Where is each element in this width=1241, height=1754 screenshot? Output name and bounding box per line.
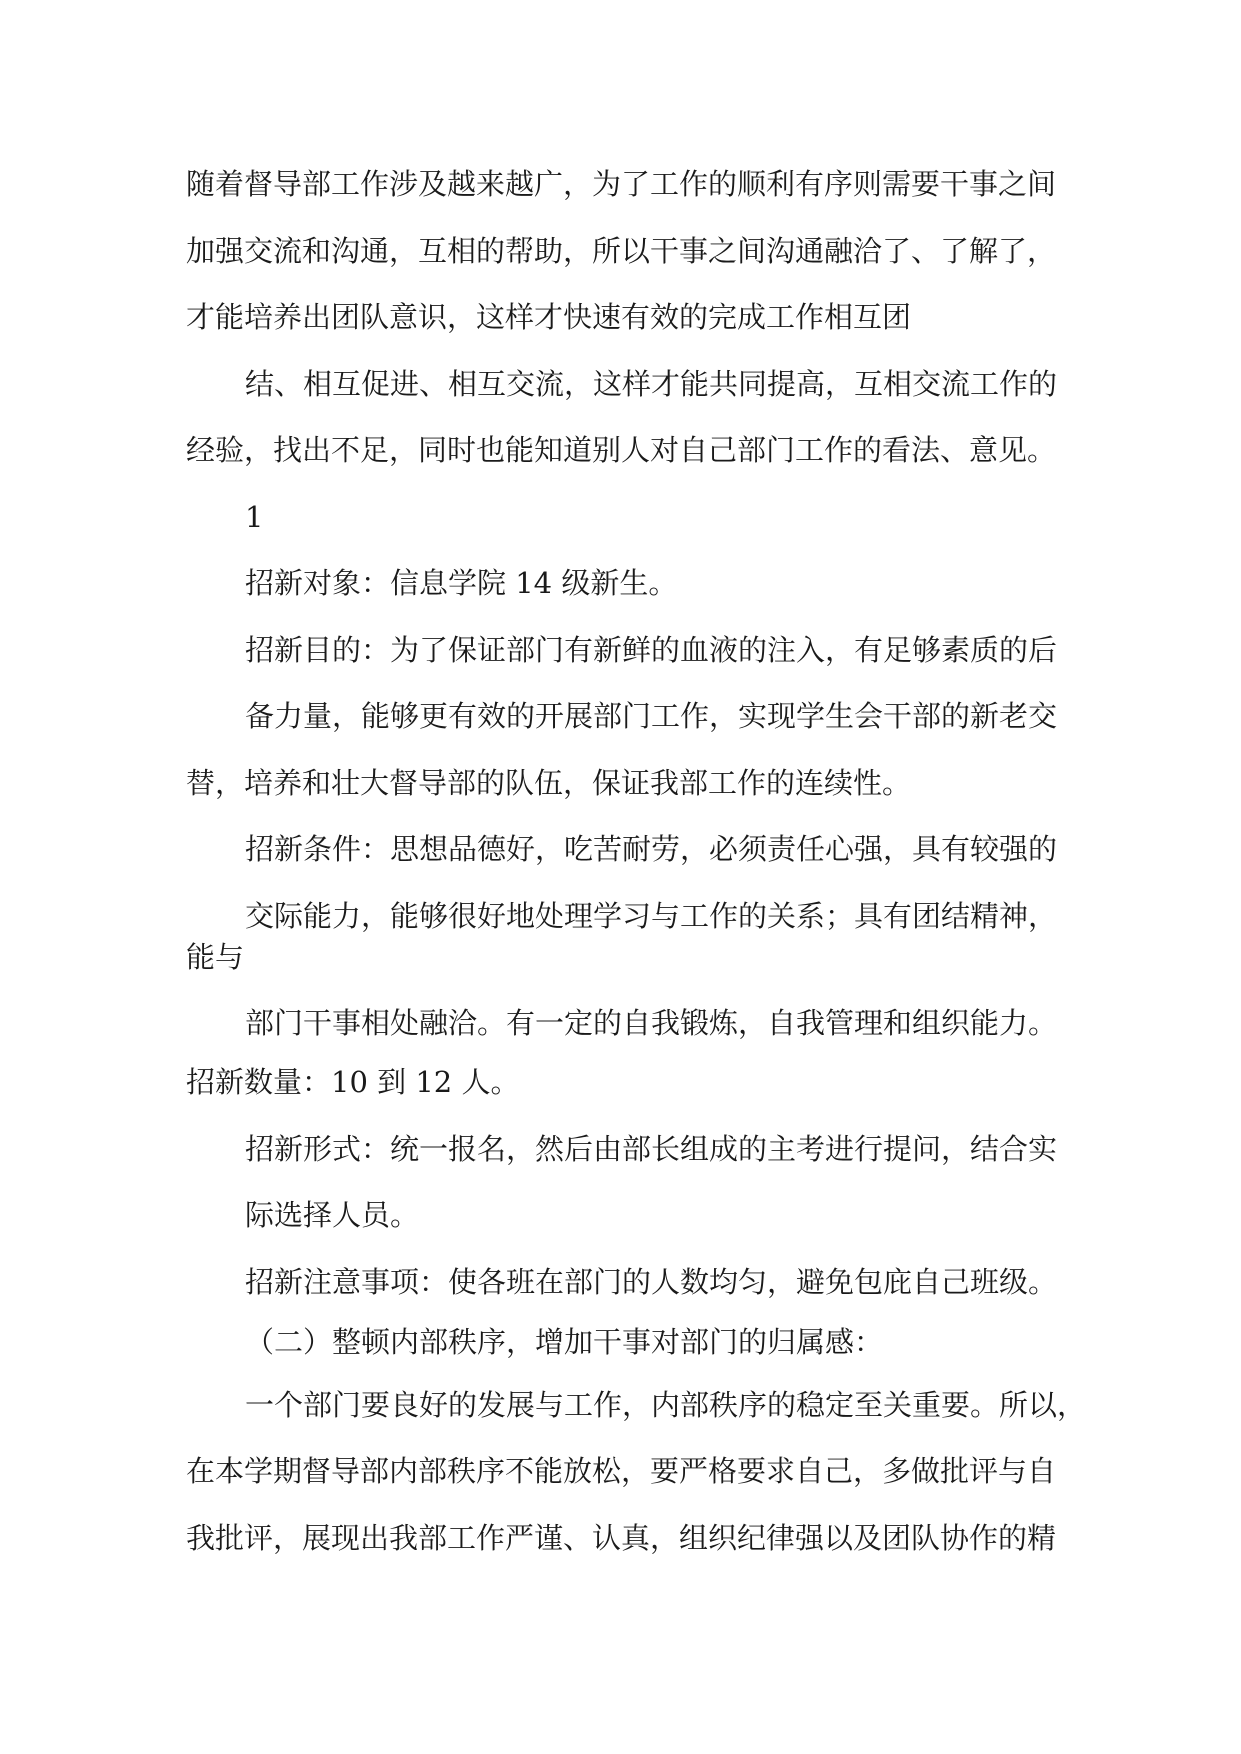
text-line: 招新条件：思想品德好，吃苦耐劳，必须责任心强，具有较强的	[245, 832, 1058, 866]
text-line: 在本学期督导部内部秩序不能放松，要严格要求自己，多做批评与自	[186, 1454, 1057, 1488]
text-line: 结、相互促进、相互交流，这样才能共同提高，互相交流工作的	[245, 367, 1058, 401]
text-line: 替，培养和壮大督导部的队伍，保证我部工作的连续性。	[186, 766, 912, 800]
text-line: 1	[245, 500, 264, 534]
text-line: （二）整顿内部秩序，增加干事对部门的归属感：	[245, 1325, 884, 1359]
text-line: 招新对象：信息学院 14 级新生。	[245, 566, 678, 600]
text-line: 招新注意事项：使各班在部门的人数均匀，避免包庇自己班级。	[245, 1265, 1058, 1299]
text-line: 能与	[186, 940, 245, 974]
text-line: 我批评，展现出我部工作严谨、认真，组织纪律强以及团队协作的精	[186, 1521, 1057, 1555]
text-line: 随着督导部工作涉及越来越广，为了工作的顺利有序则需要干事之间	[186, 167, 1057, 201]
text-line: 交际能力，能够很好地处理学习与工作的关系；具有团结精神，	[245, 899, 1058, 933]
text-line: 际选择人员。	[245, 1198, 420, 1232]
text-line: 加强交流和沟通，互相的帮助，所以干事之间沟通融洽了、了解了，	[186, 234, 1057, 268]
text-line: 经验，找出不足，同时也能知道别人对自己部门工作的看法、意见。	[186, 433, 1057, 467]
text-line: 招新数量：10 到 12 人。	[186, 1065, 520, 1099]
text-line: 部门干事相处融洽。有一定的自我锻炼，自我管理和组织能力。	[245, 1006, 1058, 1040]
text-line: 招新目的：为了保证部门有新鲜的血液的注入，有足够素质的后	[245, 633, 1058, 667]
text-line: 备力量，能够更有效的开展部门工作，实现学生会干部的新老交	[245, 699, 1058, 733]
text-line: 才能培养出团队意识，这样才快速有效的完成工作相互团	[186, 300, 912, 334]
text-line: 一个部门要良好的发展与工作，内部秩序的稳定至关重要。所以，	[245, 1388, 1087, 1422]
text-line: 招新形式：统一报名，然后由部长组成的主考进行提问，结合实	[245, 1132, 1058, 1166]
